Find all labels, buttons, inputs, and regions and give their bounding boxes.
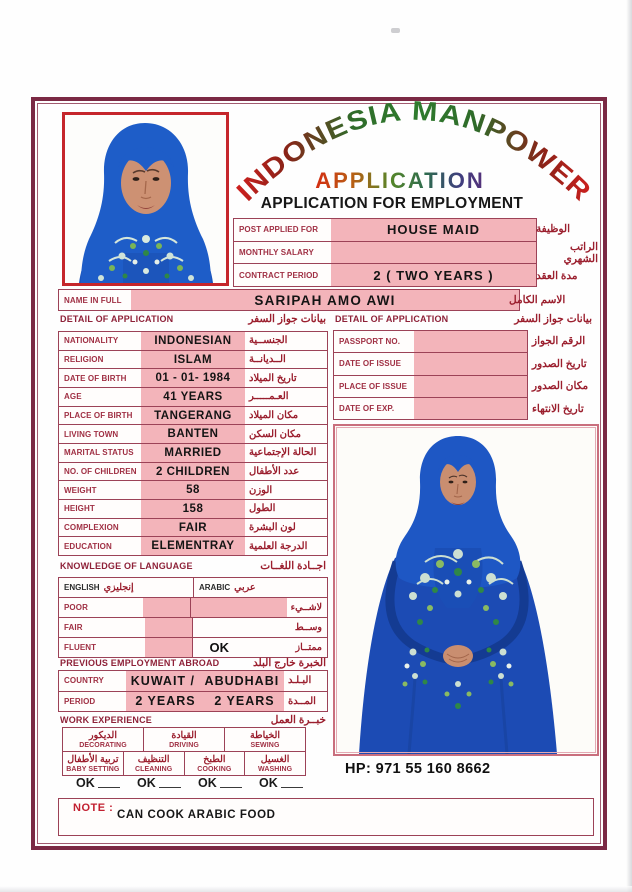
passport-photo-illustration: [65, 115, 226, 283]
experience-cell: [62, 751, 124, 776]
field-value: [126, 671, 284, 691]
phone-number: HP: 971 55 160 8662: [345, 761, 491, 777]
arabic-value-cell: [192, 618, 291, 637]
field-label: COUNTRY: [64, 676, 104, 686]
form-subtitle: APPLICATION FOR EMPLOYMENT: [260, 195, 524, 212]
experience-cell: [62, 727, 144, 752]
skill-arabic: تربية الأطفال: [67, 754, 119, 765]
english-value-cell: [145, 618, 192, 637]
skill-arabic: التنظيف: [137, 754, 170, 765]
field-label: COMPLEXION: [64, 523, 119, 533]
field-arabic-label: المــدة: [288, 695, 316, 707]
field-label: WEIGHT: [64, 485, 97, 495]
field-arabic-label: وســط: [294, 622, 323, 633]
experience-cell: [244, 751, 306, 776]
passport-arabic-labels: [528, 330, 598, 420]
ok-mark-cell: [245, 777, 306, 790]
signature-line: [159, 787, 181, 788]
english-column-header: [59, 578, 193, 597]
table-row: [59, 368, 327, 387]
skill-arabic: الديكور: [89, 730, 117, 741]
period-2: 2 YEARS: [214, 694, 275, 709]
field-arabic-label: مدة العقد: [536, 269, 578, 282]
field-arabic-label: الراتب الشهري: [563, 240, 598, 265]
applicant-full-photo: [333, 424, 599, 756]
section-title: DETAIL OF APPLICATION: [335, 314, 449, 324]
field-arabic-label: عدد الأطفال: [249, 466, 300, 478]
field-label: PLACE OF ISSUE: [339, 381, 408, 391]
table-row: [334, 397, 527, 419]
experience-cell: [184, 751, 246, 776]
table-row: [59, 443, 327, 462]
scan-edge-shadow-right: [626, 0, 632, 892]
field-arabic-label: الجنســية: [249, 335, 288, 347]
field-value: [414, 376, 527, 397]
field-arabic-label: لاشــيء: [290, 602, 322, 613]
field-label: AGE: [64, 392, 82, 402]
section-title: WORK EXPERIENCE: [60, 715, 153, 725]
scan-edge-shadow-bottom: [0, 886, 632, 892]
field-value: [126, 692, 284, 712]
english-value-cell: [145, 638, 192, 657]
table-row: [59, 597, 327, 617]
english-value-cell: [143, 598, 189, 617]
employment-table: [58, 670, 328, 712]
field-label: POOR: [64, 603, 88, 612]
table-row: [334, 375, 527, 397]
ok-mark-cell: [123, 777, 184, 790]
table-row: [334, 331, 527, 352]
field-label: DATE OF BIRTH: [64, 373, 127, 383]
skill-label: SEWING: [250, 742, 280, 749]
field-label: LIVING TOWN: [64, 429, 119, 439]
table-row: [59, 462, 327, 481]
table-row: [59, 617, 327, 637]
field-arabic-label: لون البشرة: [249, 522, 296, 534]
skill-label: DECORATING: [79, 742, 127, 749]
arabic-value-cell: [190, 598, 287, 617]
table-row: [59, 691, 327, 712]
field-arabic-label: الوظيفة: [536, 223, 571, 236]
signature-line: [281, 787, 303, 788]
full-photo-illustration: [335, 426, 597, 754]
field-label: NAME IN FULL: [64, 295, 122, 305]
ok-mark: OK: [198, 776, 217, 790]
column-label: ENGLISH: [64, 583, 100, 592]
field-label: PERIOD: [64, 696, 96, 706]
table-row: [59, 518, 327, 537]
field-arabic-label: الــديانــة: [249, 354, 286, 365]
field-label: MONTHLY SALARY: [239, 248, 314, 257]
language-section-header: [60, 560, 326, 572]
table-row: [234, 241, 536, 264]
section-title: KNOWLEDGE OF LANGUAGE: [60, 561, 193, 571]
field-value: [414, 353, 527, 374]
name-arabic-label: [505, 289, 580, 311]
post-details-arabic-labels: [532, 218, 598, 287]
note-label: NOTE :: [73, 802, 114, 814]
skill-arabic: الخياطة: [249, 730, 281, 741]
field-value: HOUSE MAID: [331, 219, 536, 241]
experience-cell: [123, 751, 185, 776]
field-value: ELEMENTRAY: [141, 537, 245, 555]
applicant-name-value: SARIPAH AMO AWI: [131, 290, 519, 310]
field-label: PASSPORT NO.: [339, 337, 401, 347]
detail-left-header: [60, 313, 326, 325]
table-row: [59, 350, 327, 369]
language-table: [58, 577, 328, 658]
language-header-row: [59, 578, 327, 597]
signature-line: [98, 787, 120, 788]
field-arabic-label: الطول: [249, 503, 276, 515]
field-label: CONTRACT PERIOD: [239, 270, 319, 280]
field-value: FAIR: [141, 519, 245, 537]
field-value: MARRIED: [141, 444, 245, 462]
field-value: 58: [141, 481, 245, 499]
field-label: DATE OF EXP.: [339, 403, 395, 413]
table-row: [59, 536, 327, 555]
field-value: 2 CHILDREN: [141, 463, 245, 481]
table-row: [59, 332, 327, 350]
field-value: 158: [141, 500, 245, 518]
table-row: [59, 480, 327, 499]
field-label: PLACE OF BIRTH: [64, 411, 133, 421]
ok-mark-cell: [62, 777, 123, 790]
table-row: [59, 424, 327, 443]
ok-mark: OK: [259, 776, 278, 790]
post-details-table: [233, 218, 537, 287]
skill-label: COOKING: [197, 766, 232, 773]
field-label: POST APPLIED FOR: [239, 225, 319, 235]
section-title: PREVIOUS EMPLOYMENT ABROAD: [60, 658, 220, 668]
experience-cell: [143, 727, 225, 752]
table-row: [59, 671, 327, 691]
field-value: INDONESIAN: [141, 332, 245, 350]
table-row: [334, 352, 527, 374]
field-arabic-label: مكان السكن: [249, 428, 301, 440]
arch-title-text: INDONESIA MANPOWER: [230, 100, 596, 207]
field-arabic-label: مكان الميلاد: [249, 410, 299, 422]
field-label: NATIONALITY: [64, 336, 119, 346]
experience-cell: [224, 727, 306, 752]
section-title-arabic: خبــرة العمل: [270, 714, 326, 726]
field-arabic-label: الدرجة العلمية: [249, 540, 308, 552]
field-arabic-label: الحالة الإجتماعية: [249, 447, 317, 459]
country-1: KUWAIT /: [130, 673, 196, 688]
applicant-passport-photo: [62, 112, 229, 286]
passport-details-table: [333, 330, 528, 420]
field-value: ISLAM: [141, 351, 245, 369]
experience-grid: [62, 727, 306, 790]
skill-label: BABY SETTING: [66, 766, 120, 773]
skill-label: DRIVING: [169, 742, 199, 749]
field-arabic-label: الرقم الجواز: [532, 335, 586, 348]
experience-ok-row: [62, 777, 306, 790]
column-label: ARABIC: [199, 583, 231, 592]
experience-section-header: [60, 714, 326, 726]
field-label: FLUENT: [64, 643, 97, 652]
ok-mark: OK: [76, 776, 95, 790]
section-title-arabic: بيانات جواز السفر: [514, 313, 592, 325]
field-arabic-label: تاريخ الميلاد: [249, 372, 297, 384]
field-value: [414, 398, 527, 419]
field-arabic-label: العـمـــــر: [249, 391, 289, 403]
column-arabic-label: إنجليزي: [103, 582, 134, 593]
field-arabic-label: الاسم الكامل: [509, 294, 566, 306]
arabic-value-cell: OK: [192, 638, 291, 657]
table-row: [59, 406, 327, 425]
field-value: 2 ( TWO YEARS ): [331, 264, 536, 286]
skill-label: WASHING: [258, 766, 293, 773]
field-arabic-label: الوزن: [249, 484, 273, 496]
arabic-column-header: [193, 578, 327, 597]
employment-section-header: [60, 657, 326, 669]
field-label: DATE OF ISSUE: [339, 359, 402, 369]
note-text: CAN COOK ARABIC FOOD: [117, 809, 276, 821]
section-title-arabic: بيانات جواز السفر: [248, 313, 326, 325]
signature-line: [220, 787, 242, 788]
field-label: HEIGHT: [64, 504, 95, 514]
period-1: 2 YEARS: [135, 694, 196, 709]
ok-mark-cell: [184, 777, 245, 790]
ok-mark: OK: [137, 776, 156, 790]
field-label: NO. OF CHILDREN: [64, 467, 137, 477]
scan-artifact-mark: [391, 28, 400, 33]
personal-details-table: [58, 331, 328, 556]
field-arabic-label: البـلـد: [288, 675, 312, 687]
experience-row-1: [62, 727, 306, 752]
table-row: [59, 499, 327, 518]
field-value: 41 YEARS: [141, 388, 245, 406]
field-arabic-label: مكان الصدور: [532, 380, 589, 393]
skill-label: CLEANING: [134, 766, 173, 773]
field-arabic-label: تاريخ الصدور: [532, 357, 587, 370]
table-row: [59, 637, 327, 657]
section-title: DETAIL OF APPLICATION: [60, 314, 174, 324]
form-title-art: [228, 100, 600, 220]
field-value: [331, 242, 536, 264]
title-line2: APPLICATION: [315, 168, 485, 193]
note-box: [58, 798, 594, 836]
field-value: BANTEN: [141, 425, 245, 443]
field-label: EDUCATION: [64, 541, 112, 551]
country-2: ABUDHABI: [204, 673, 280, 688]
detail-right-header: [335, 313, 592, 325]
table-row: [234, 263, 536, 286]
field-arabic-label: تاريخ الانتهاء: [532, 402, 584, 415]
skill-arabic: الطبخ: [203, 754, 226, 765]
field-label: MARITAL STATUS: [64, 448, 134, 458]
section-title-arabic: اجــادة اللغــات: [260, 560, 326, 572]
field-value: [414, 331, 527, 352]
table-row: [59, 387, 327, 406]
field-label: RELIGION: [64, 355, 104, 364]
skill-arabic: الغسيل: [260, 754, 290, 765]
column-arabic-label: عربي: [234, 582, 256, 593]
field-value: 01 - 01- 1984: [141, 369, 245, 387]
table-row: [234, 219, 536, 241]
field-label: FAIR: [64, 623, 83, 632]
field-arabic-label: ممتــاز: [295, 642, 322, 653]
field-value: TANGERANG: [141, 407, 245, 425]
name-row: [58, 289, 520, 311]
experience-row-2: [62, 751, 306, 776]
section-title-arabic: الخبرة خارج البلد: [252, 657, 326, 669]
skill-arabic: القيادة: [171, 730, 197, 741]
